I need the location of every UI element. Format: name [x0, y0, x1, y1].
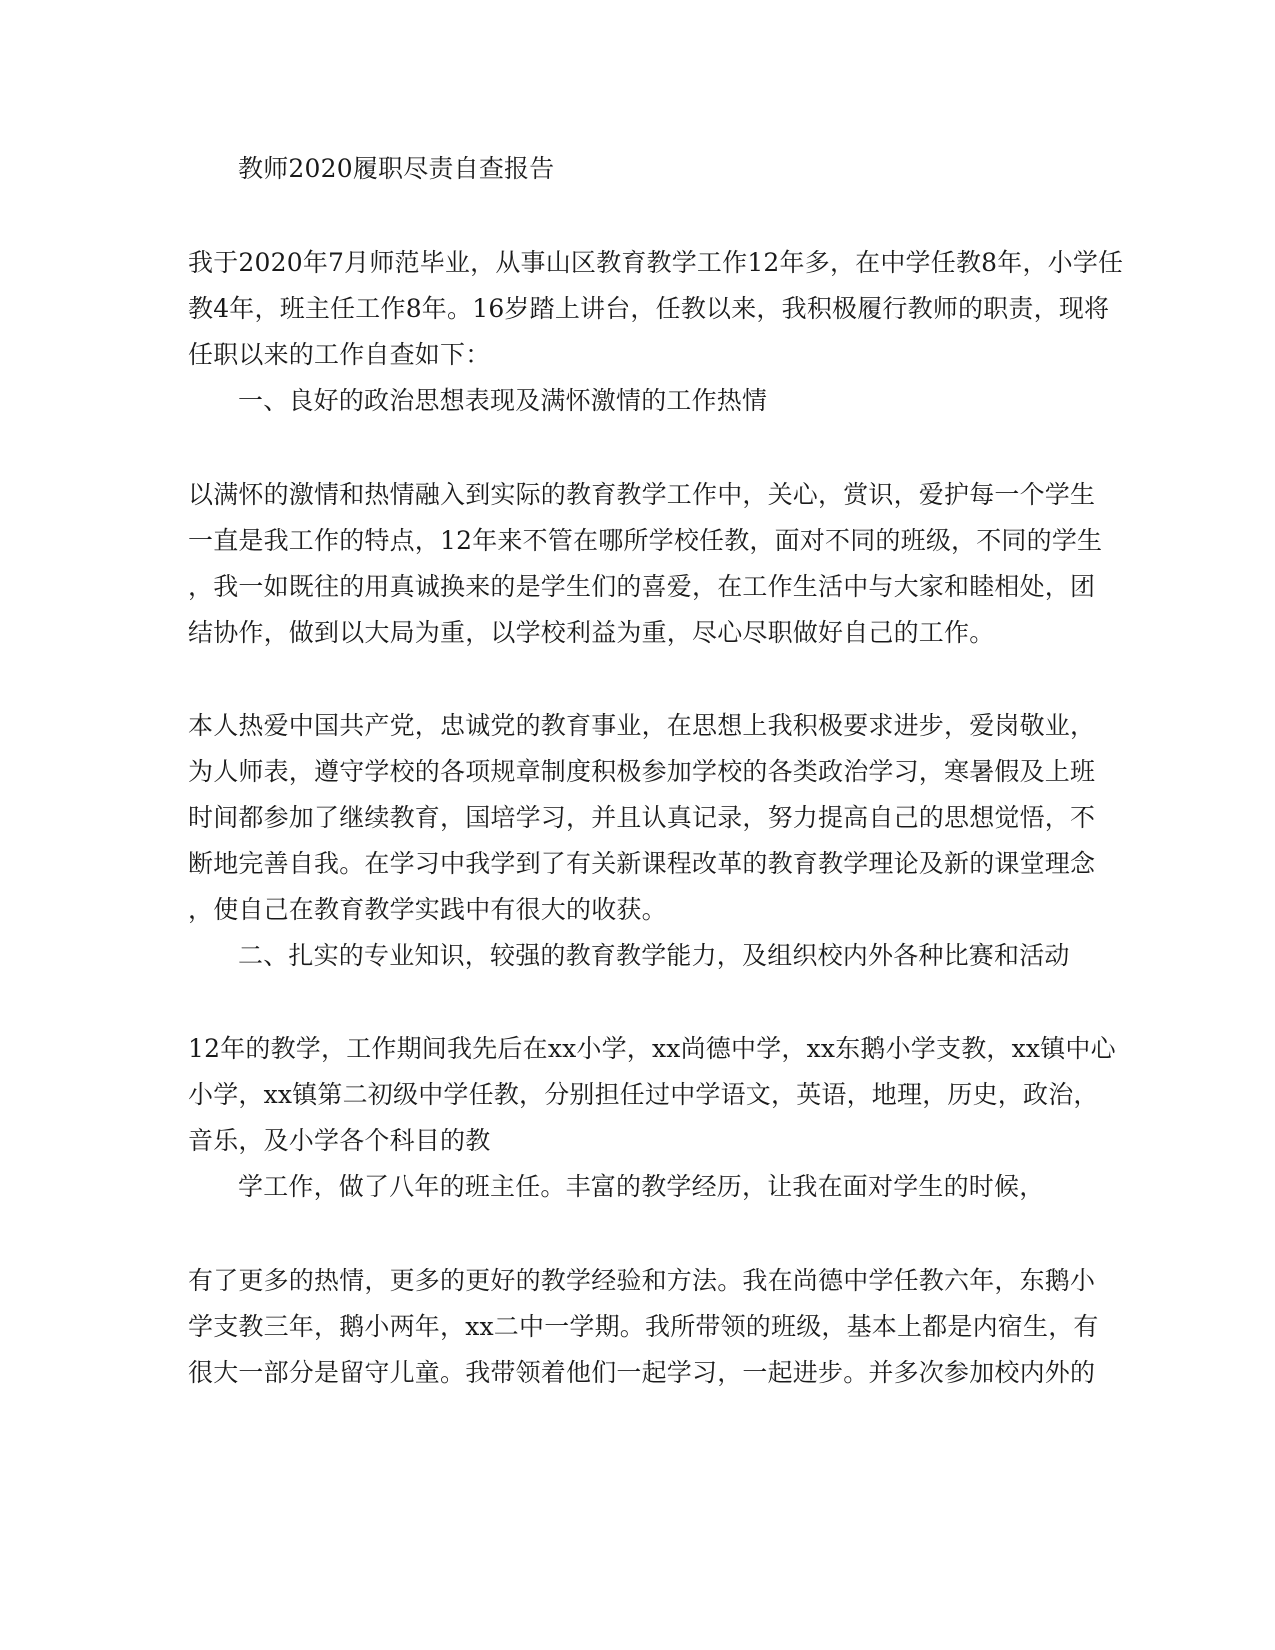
paragraph-line: 为人师表，遵守学校的各项规章制度积极参加学校的各类政治学习，寒暑假及上班	[188, 757, 1096, 786]
paragraph-line: 12年的教学，工作期间我先后在xx小学，xx尚德中学，xx东鹅小学支教，xx镇中心	[188, 1034, 1116, 1063]
paragraph-line: 以满怀的激情和热情融入到实际的教育教学工作中，关心，赏识，爱护每一个学生	[188, 480, 1096, 509]
paragraph-line: 一直是我工作的特点，12年来不管在哪所学校任教，面对不同的班级，不同的学生	[188, 526, 1103, 555]
paragraph-line: 学工作，做了八年的班主任。丰富的教学经历，让我在面对学生的时候，	[238, 1172, 1045, 1201]
paragraph-line: 有了更多的热情，更多的更好的教学经验和方法。我在尚德中学任教六年，东鹅小	[188, 1266, 1096, 1295]
section-heading-1: 一、良好的政治思想表现及满怀激情的工作热情	[238, 386, 768, 415]
paragraph-line: 结协作，做到以大局为重，以学校利益为重，尽心尽职做好自己的工作。	[188, 618, 995, 647]
paragraph-line: 我于2020年7月师范毕业，从事山区教育教学工作12年多，在中学任教8年，小学任	[188, 248, 1124, 277]
paragraph-line: 很大一部分是留守儿童。我带领着他们一起学习，一起进步。并多次参加校内外的	[188, 1358, 1096, 1387]
paragraph-line: 断地完善自我。在学习中我学到了有关新课程改革的教育教学理论及新的课堂理念	[188, 849, 1096, 878]
paragraph-line: ，使自己在教育教学实践中有很大的收获。	[188, 895, 667, 924]
paragraph-line: 本人热爱中国共产党，忠诚党的教育事业，在思想上我积极要求进步，爱岗敬业，	[188, 711, 1096, 740]
paragraph-line: 学支教三年，鹅小两年，xx二中一学期。我所带领的班级，基本上都是内宿生，有	[188, 1312, 1099, 1341]
paragraph-line: ，我一如既往的用真诚换来的是学生们的喜爱，在工作生活中与大家和睦相处，团	[188, 572, 1096, 601]
paragraph-line: 教4年，班主任工作8年。16岁踏上讲台，任教以来，我积极履行教师的职责，现将	[188, 294, 1110, 323]
paragraph-line: 音乐，及小学各个科目的教	[188, 1126, 491, 1155]
paragraph-line: 任职以来的工作自查如下：	[188, 340, 491, 369]
section-heading-2: 二、扎实的专业知识，较强的教育教学能力，及组织校内外各种比赛和活动	[238, 941, 1070, 970]
paragraph-line: 小学，xx镇第二初级中学任教，分别担任过中学语文，英语，地理，历史，政治，	[188, 1080, 1099, 1109]
paragraph-line: 时间都参加了继续教育，国培学习，并且认真记录，努力提高自己的思想觉悟，不	[188, 803, 1096, 832]
document-title: 教师2020履职尽责自查报告	[238, 154, 555, 183]
